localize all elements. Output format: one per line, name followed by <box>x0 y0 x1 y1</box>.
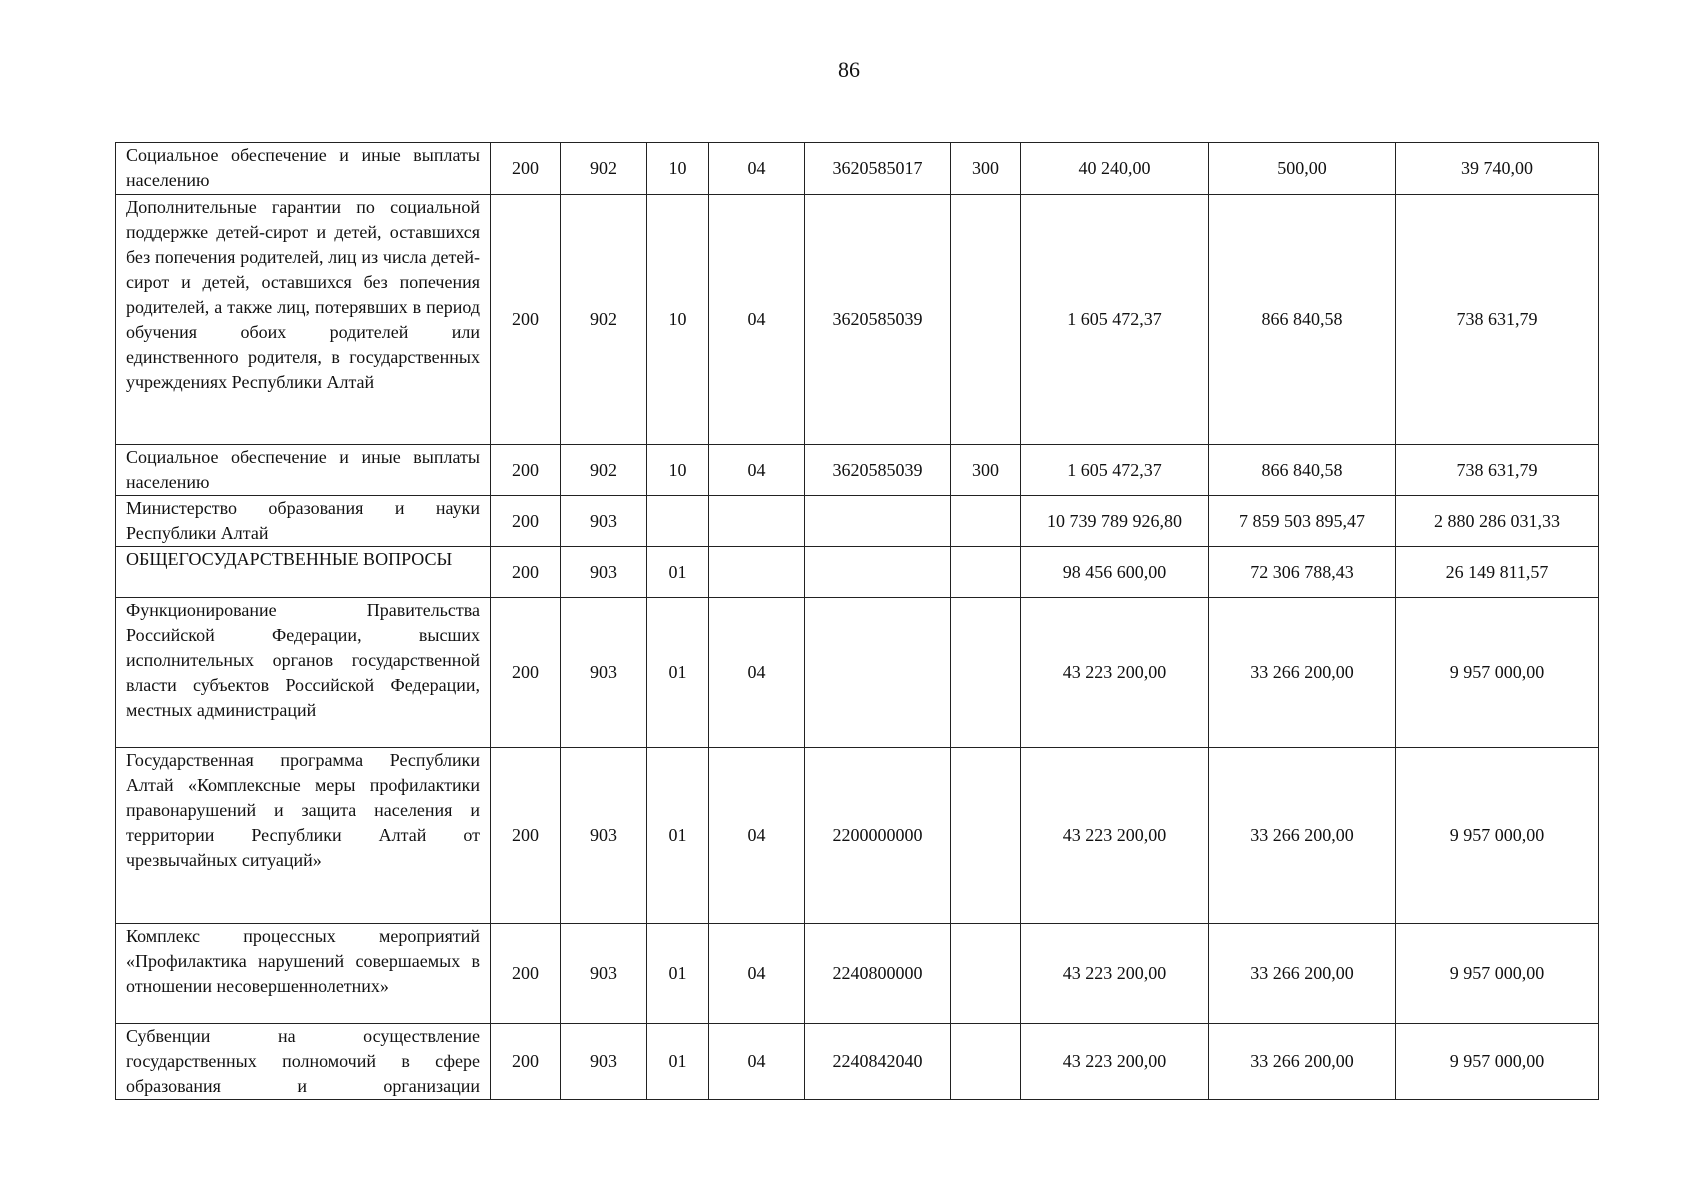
cell-amount-federal: 33 266 200,00 <box>1209 1024 1396 1100</box>
table-row <box>116 924 1599 1024</box>
cell-amount-federal: 33 266 200,00 <box>1209 598 1396 748</box>
cell-dept-code: 903 <box>561 924 647 1024</box>
cell-amount-total: 98 456 600,00 <box>1021 547 1209 598</box>
row-name: Функционирование Правительства Российской Федерации, высших исполнительных органов государственной власти субъектов Российской Федерации, местных администраций <box>116 598 491 748</box>
cell-subsection-code <box>709 547 805 598</box>
cell-target-article: 3620585039 <box>805 445 951 496</box>
cell-amount-federal: 7 859 503 895,47 <box>1209 496 1396 547</box>
table-row <box>116 195 1599 445</box>
cell-target-article: 3620585017 <box>805 143 951 195</box>
cell-amount-regional: 9 957 000,00 <box>1396 598 1599 748</box>
cell-section-code: 01 <box>647 924 709 1024</box>
cell-amount-total: 43 223 200,00 <box>1021 598 1209 748</box>
table-row <box>116 1024 1599 1100</box>
row-name: Комплекс процессных мероприятий «Профилактика нарушений совершаемых в отношении несовершеннолетних» <box>116 924 491 1024</box>
row-name: Министерство образования и науки Республики Алтай <box>116 496 491 547</box>
cell-subsection-code: 04 <box>709 748 805 924</box>
cell-amount-total: 43 223 200,00 <box>1021 1024 1209 1100</box>
cell-admin-code: 200 <box>491 496 561 547</box>
cell-target-article: 3620585039 <box>805 195 951 445</box>
cell-target-article <box>805 598 951 748</box>
cell-expense-type <box>951 496 1021 547</box>
cell-amount-regional: 738 631,79 <box>1396 195 1599 445</box>
cell-dept-code: 903 <box>561 748 647 924</box>
cell-target-article <box>805 496 951 547</box>
cell-dept-code: 902 <box>561 143 647 195</box>
cell-section-code: 10 <box>647 445 709 496</box>
cell-subsection-code: 04 <box>709 1024 805 1100</box>
cell-amount-regional: 9 957 000,00 <box>1396 748 1599 924</box>
cell-admin-code: 200 <box>491 748 561 924</box>
row-name: Государственная программа Республики Алтай «Комплексные меры профилактики правонарушений и защита населения и территории Республики Алтай от чрезвычайных ситуаций» <box>116 748 491 924</box>
cell-expense-type <box>951 748 1021 924</box>
cell-amount-federal: 33 266 200,00 <box>1209 924 1396 1024</box>
cell-section-code: 01 <box>647 748 709 924</box>
cell-dept-code: 902 <box>561 195 647 445</box>
cell-admin-code: 200 <box>491 547 561 598</box>
row-name: Социальное обеспечение и иные выплаты населению <box>116 143 491 195</box>
cell-target-article: 2240842040 <box>805 1024 951 1100</box>
cell-subsection-code: 04 <box>709 195 805 445</box>
cell-subsection-code <box>709 496 805 547</box>
cell-amount-federal: 866 840,58 <box>1209 445 1396 496</box>
table-row <box>116 547 1599 598</box>
cell-amount-federal: 866 840,58 <box>1209 195 1396 445</box>
table-row <box>116 445 1599 496</box>
budget-table <box>115 142 1599 1100</box>
cell-section-code: 01 <box>647 1024 709 1100</box>
cell-amount-total: 1 605 472,37 <box>1021 445 1209 496</box>
cell-target-article: 2240800000 <box>805 924 951 1024</box>
cell-section-code <box>647 496 709 547</box>
cell-amount-regional: 738 631,79 <box>1396 445 1599 496</box>
cell-expense-type: 300 <box>951 445 1021 496</box>
cell-admin-code: 200 <box>491 1024 561 1100</box>
cell-expense-type <box>951 924 1021 1024</box>
cell-subsection-code: 04 <box>709 924 805 1024</box>
cell-subsection-code: 04 <box>709 445 805 496</box>
row-name: Социальное обеспечение и иные выплаты населению <box>116 445 491 496</box>
cell-amount-federal: 72 306 788,43 <box>1209 547 1396 598</box>
cell-amount-regional: 26 149 811,57 <box>1396 547 1599 598</box>
cell-section-code: 10 <box>647 195 709 445</box>
row-name: Дополнительные гарантии по социальной поддержке детей-сирот и детей, оставшихся без попечения родителей, лиц из числа детей-сирот и детей, оставшихся без попечения родителей, а также лиц, потерявших в период обучения обоих родителей или единственного родителя, в государственных учреждениях Республики Алтай <box>116 195 491 445</box>
cell-amount-total: 40 240,00 <box>1021 143 1209 195</box>
cell-dept-code: 902 <box>561 445 647 496</box>
cell-amount-regional: 9 957 000,00 <box>1396 1024 1599 1100</box>
cell-admin-code: 200 <box>491 445 561 496</box>
cell-target-article: 2200000000 <box>805 748 951 924</box>
cell-admin-code: 200 <box>491 598 561 748</box>
cell-amount-total: 1 605 472,37 <box>1021 195 1209 445</box>
cell-expense-type <box>951 598 1021 748</box>
cell-expense-type <box>951 195 1021 445</box>
cell-expense-type <box>951 1024 1021 1100</box>
cell-subsection-code: 04 <box>709 143 805 195</box>
table-row <box>116 598 1599 748</box>
cell-section-code: 10 <box>647 143 709 195</box>
cell-amount-federal: 33 266 200,00 <box>1209 748 1396 924</box>
cell-dept-code: 903 <box>561 1024 647 1100</box>
table-row <box>116 748 1599 924</box>
row-name: Субвенции на осуществление государственных полномочий в сфере образования и организации <box>116 1024 491 1100</box>
cell-section-code: 01 <box>647 547 709 598</box>
cell-subsection-code: 04 <box>709 598 805 748</box>
cell-admin-code: 200 <box>491 195 561 445</box>
cell-amount-regional: 39 740,00 <box>1396 143 1599 195</box>
cell-dept-code: 903 <box>561 547 647 598</box>
cell-admin-code: 200 <box>491 143 561 195</box>
cell-dept-code: 903 <box>561 598 647 748</box>
cell-amount-total: 43 223 200,00 <box>1021 748 1209 924</box>
cell-amount-regional: 2 880 286 031,33 <box>1396 496 1599 547</box>
cell-amount-total: 43 223 200,00 <box>1021 924 1209 1024</box>
cell-amount-total: 10 739 789 926,80 <box>1021 496 1209 547</box>
cell-section-code: 01 <box>647 598 709 748</box>
cell-amount-regional: 9 957 000,00 <box>1396 924 1599 1024</box>
cell-amount-federal: 500,00 <box>1209 143 1396 195</box>
cell-admin-code: 200 <box>491 924 561 1024</box>
cell-dept-code: 903 <box>561 496 647 547</box>
row-name: ОБЩЕГОСУДАРСТВЕННЫЕ ВОПРОСЫ <box>116 547 491 598</box>
cell-target-article <box>805 547 951 598</box>
cell-expense-type <box>951 547 1021 598</box>
page-number: 86 <box>838 57 860 82</box>
cell-expense-type: 300 <box>951 143 1021 195</box>
table-row <box>116 143 1599 195</box>
table-row <box>116 496 1599 547</box>
